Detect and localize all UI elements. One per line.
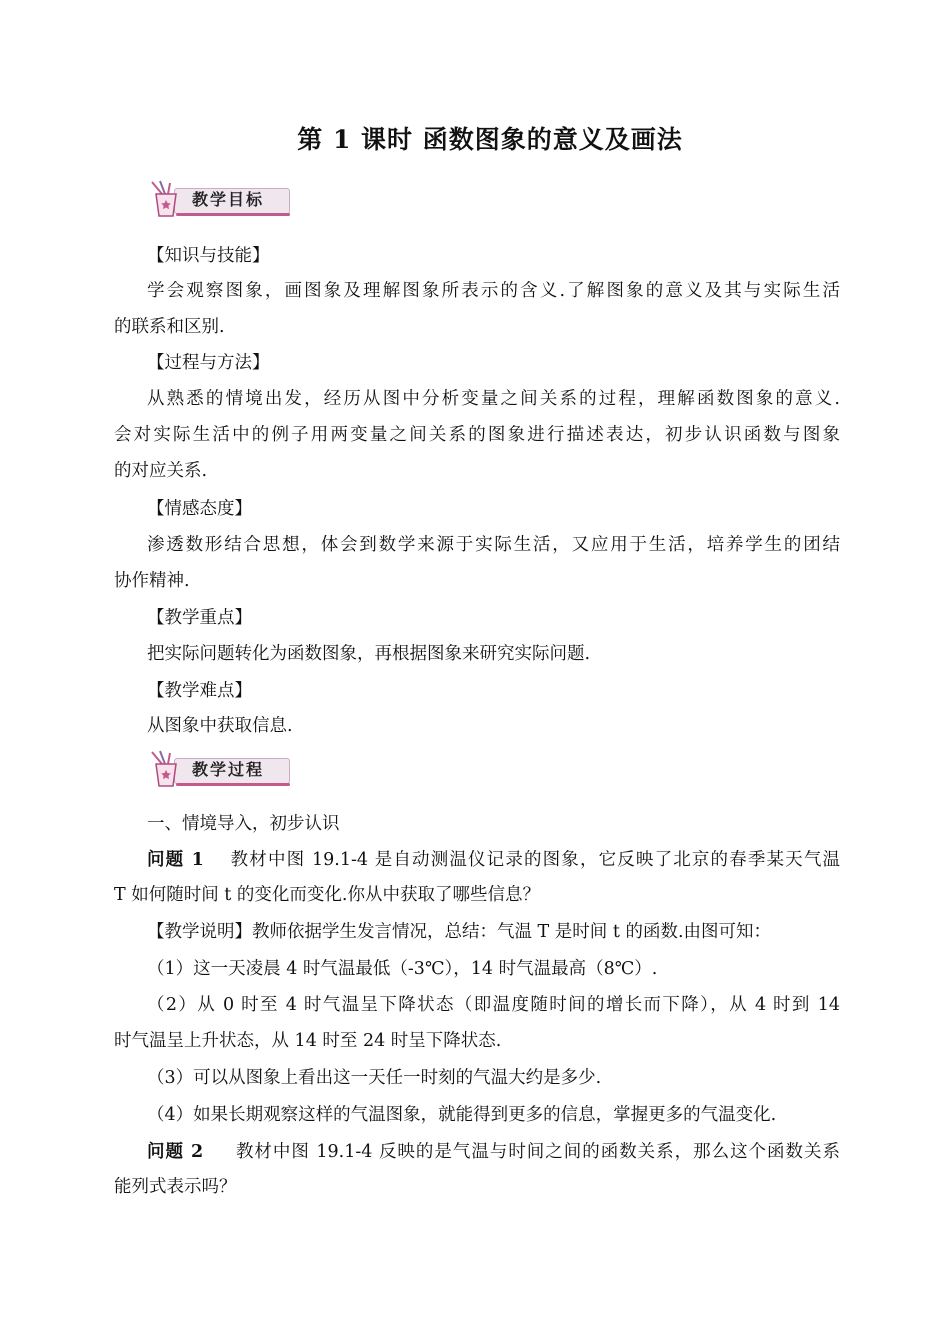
badge-underline [176, 783, 290, 786]
difficulty-line-1: 从图象中获取信息. [147, 716, 293, 736]
question-1-label: 问题 1 [147, 850, 204, 870]
question-1-text: 教材中图 19.1-4 是自动测温仪记录的图象，它反映了北京的春季某天气温 [230, 850, 840, 870]
section-badge-process [146, 750, 296, 790]
key-heading: 【教学重点】 [147, 608, 252, 628]
badge-underline [176, 213, 290, 216]
note-item-2-line-2: 时气温呈上升状态，从 14 时至 24 时呈下降状态. [114, 1031, 502, 1051]
knowledge-line-2: 的联系和区别. [114, 317, 225, 337]
badge-goals-label: 教学目标 [192, 190, 265, 209]
knowledge-heading: 【知识与技能】 [147, 246, 270, 266]
pencil-cup-icon [146, 180, 186, 220]
question-1-line-1 [147, 848, 840, 872]
section-1-heading: 一、情境导入，初步认识 [147, 814, 340, 834]
process-heading: 【过程与方法】 [147, 353, 270, 373]
question-2-label: 问题 2 [147, 1142, 204, 1162]
teaching-note: 【教学说明】教师依据学生发言情况，总结：气温 T 是时间 t 的函数.由图可知： [147, 922, 772, 942]
knowledge-line-1: 学会观察图象，画图象及理解图象所表示的含义.了解图象的意义及其与实际生活 [147, 281, 840, 301]
key-line-1: 把实际问题转化为函数图象，再根据图象来研究实际问题. [147, 644, 591, 664]
question-2-line-1 [147, 1140, 840, 1164]
note-item-3: （3）可以从图象上看出这一天任一时刻的气温大约是多少. [147, 1068, 602, 1088]
question-1-line-2: T 如何随时间 t 的变化而变化.你从中获取了哪些信息？ [114, 885, 540, 905]
process-line-1: 从熟悉的情境出发，经历从图中分析变量之间关系的过程，理解函数图象的意义. [147, 389, 840, 409]
emotion-line-1: 渗透数形结合思想，体会到数学来源于实际生活，又应用于生活，培养学生的团结 [147, 535, 840, 555]
emotion-line-2: 协作精神. [114, 571, 190, 591]
process-line-3: 的对应关系. [114, 461, 208, 481]
note-item-1: （1）这一天凌晨 4 时气温最低（-3℃），14 时气温最高（8℃）. [147, 959, 658, 979]
emotion-heading: 【情感态度】 [147, 499, 252, 519]
question-2-text: 教材中图 19.1-4 反映的是气温与时间之间的函数关系，那么这个函数关系 [235, 1142, 840, 1162]
process-line-2: 会对实际生活中的例子用两变量之间关系的图象进行描述表达，初步认识函数与图象 [114, 425, 840, 445]
difficulty-heading: 【教学难点】 [147, 681, 252, 701]
note-item-4: （4）如果长期观察这样的气温图象，就能得到更多的信息，掌握更多的气温变化. [147, 1105, 777, 1125]
section-badge-goals [146, 180, 296, 220]
badge-process-label: 教学过程 [192, 760, 265, 779]
question-2-line-2: 能列式表示吗？ [114, 1177, 237, 1197]
page-title: 第 1 课时 函数图象的意义及画法 [297, 125, 683, 154]
note-item-2-line-1: （2）从 0 时至 4 时气温呈下降状态（即温度随时间的增长而下降），从 4 时到 14 [147, 995, 840, 1015]
pencil-cup-icon [146, 750, 186, 790]
